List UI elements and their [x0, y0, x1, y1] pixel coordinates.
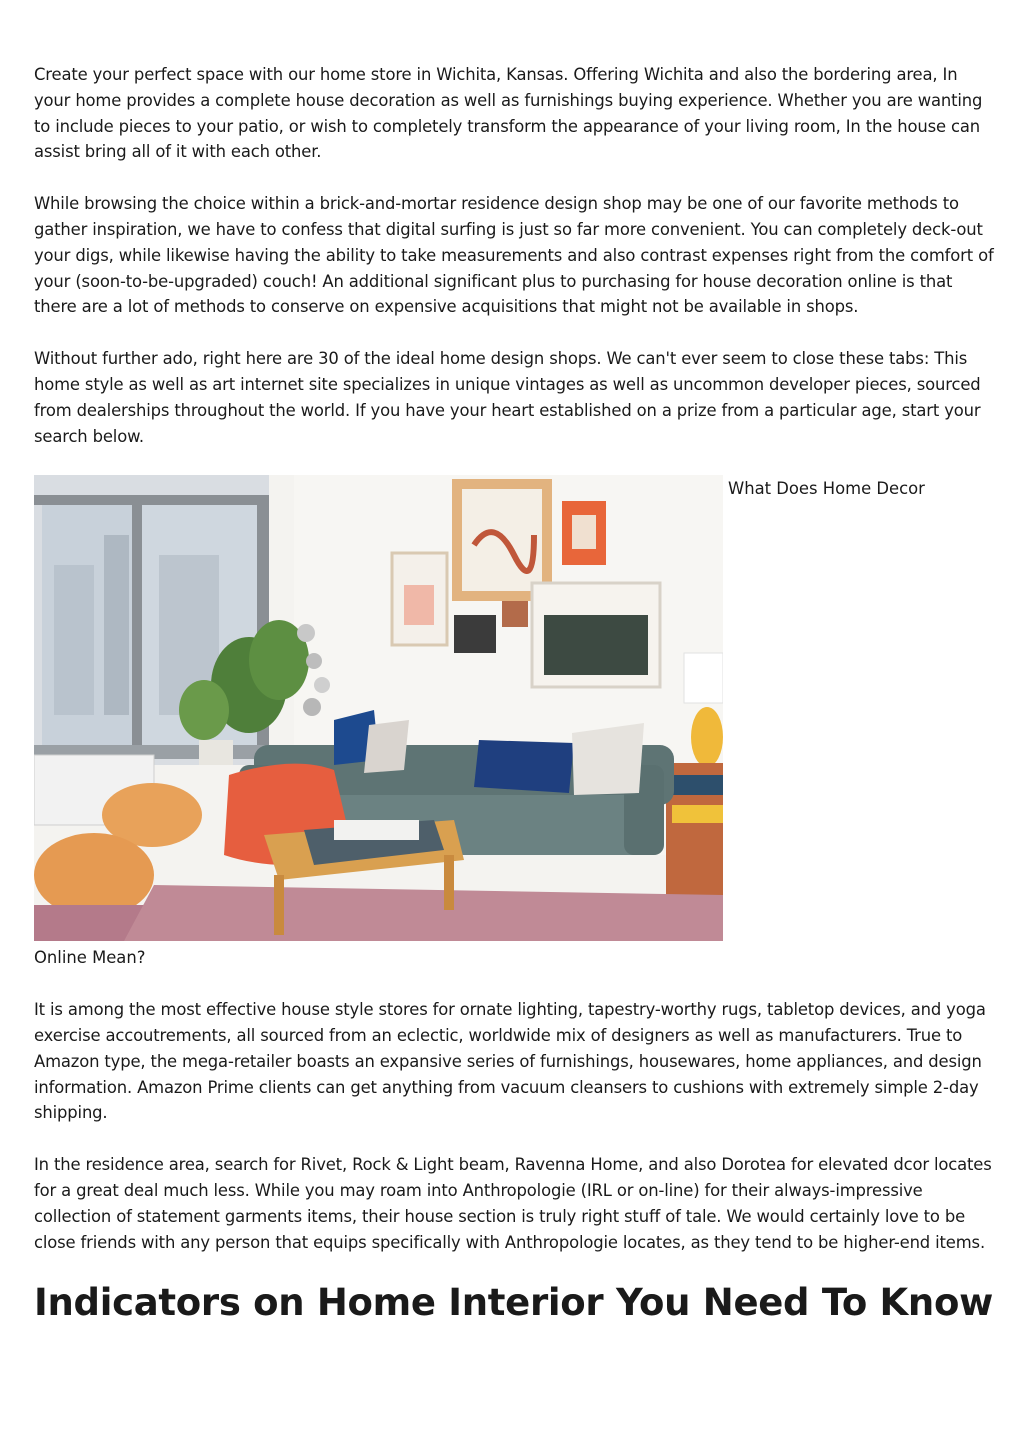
article: [34, 62, 994, 1325]
image-figure: [34, 475, 994, 943]
paragraph-browsing: While browsing the choice within a brick-and-mortar residence design shop may be one of our favorite methods to gather inspiration, we have to confess that digital surfing is just so far more convenient. You can completely deck-out your digs, while likewise having the ability to take measurements and also contrast expenses right from the comfort of your (soon-to-be-upgraded) couch! An additional significant plus to purchasing for house decoration online is that there are a lot of methods to conserve on expensive acquisitions that might not be available in shops.: [34, 194, 994, 317]
image-caption-continued: Online Mean?: [34, 948, 146, 968]
living-room-photo: [34, 475, 723, 941]
paragraph-anthropologie: In the residence area, search for Rivet, Rock & Light beam, Ravenna Home, and also Dorotea for elevated dcor locates for a great deal much less. While you may roam into Anthropologie (IRL or on-line) for their always-impressive collection of statement garments items, their house section is truly right stuff of tale. We would certainly love to be close friends with any person that equips specifically with Anthropologie locates, as they tend to be higher-end items.: [34, 1155, 992, 1252]
image-caption: What Does Home Decor: [728, 479, 925, 499]
paragraph-intro: Create your perfect space with our home store in Wichita, Kansas. Offering Wichita and also the bordering area, In your home provides a complete house decoration as well as furnishings buying experience. Whether you are wanting to include pieces to your patio, or wish to completely transform the appearance of your living room, In the house can assist bring all of it with each other.: [34, 65, 983, 162]
paragraph-amazon: It is among the most effective house style stores for ornate lighting, tapestry-worthy rugs, tabletop devices, and yoga exercise accoutrements, all sourced from an eclectic, worldwide mix of designers as well as manufacturers. True to Amazon type, the mega-retailer boasts an expansive series of furnishings, housewares, home appliances, and design information. Amazon Prime clients can get anything from vacuum cleansers to cushions with extremely simple 2-day shipping.: [34, 1000, 986, 1123]
paragraph-shops: Without further ado, right here are 30 of the ideal home design shops. We can't ever seem to close these tabs: This home style as well as art internet site specializes in unique vintages as well as uncommon developer pieces, sourced from dealerships throughout the world. If you have your heart established on a prize from a particular age, start your search below.: [34, 349, 981, 446]
section-heading: Indicators on Home Interior You Need To Know: [34, 1281, 993, 1325]
